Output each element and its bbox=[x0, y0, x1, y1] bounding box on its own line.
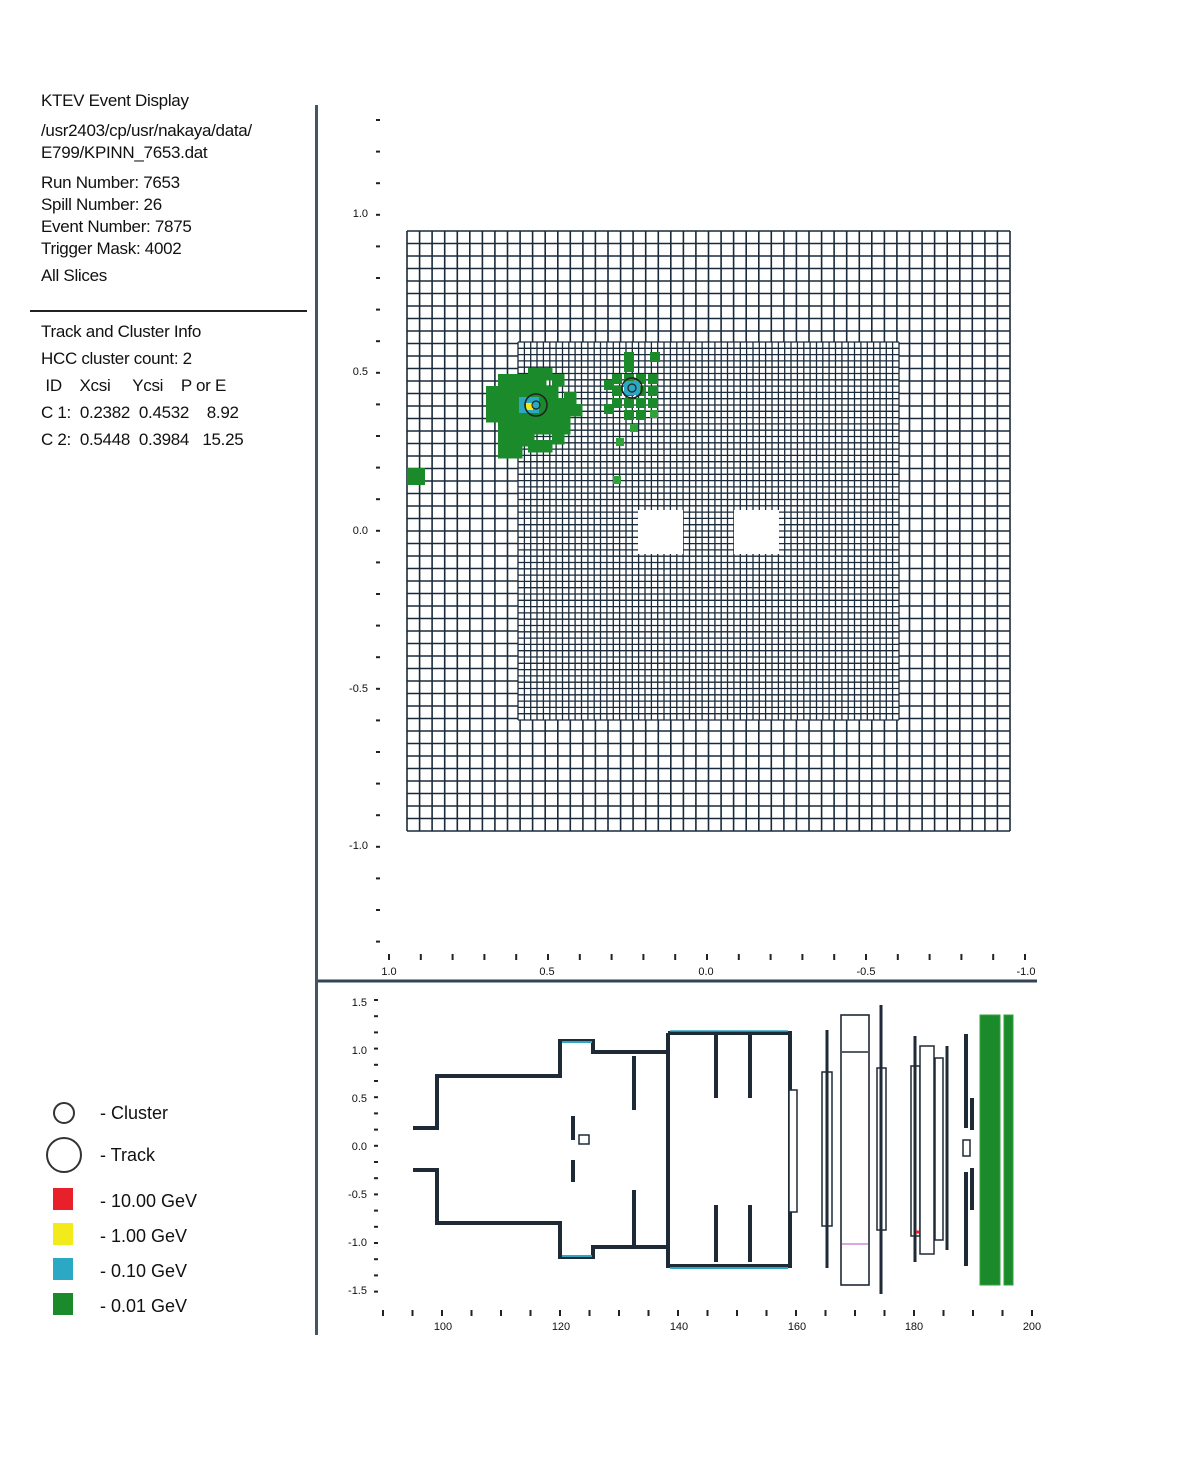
x-tick-label: 180 bbox=[904, 1321, 924, 1333]
small-element bbox=[963, 1140, 970, 1156]
chamber-box bbox=[935, 1058, 943, 1240]
hit-cell bbox=[604, 404, 614, 414]
app-title: KTEV Event Display bbox=[41, 91, 189, 110]
hit-cell bbox=[564, 392, 577, 405]
hit-cell bbox=[648, 386, 658, 396]
hit-cell bbox=[613, 476, 621, 484]
x-tick-label: 140 bbox=[669, 1321, 689, 1333]
trigger-mask: Trigger Mask: 4002 bbox=[41, 239, 182, 258]
legend-track: - Track bbox=[40, 1137, 290, 1167]
x-tick-label: -0.5 bbox=[856, 966, 876, 978]
y-tick-label: 0.0 bbox=[352, 525, 368, 537]
x-tick-label: 1.0 bbox=[381, 966, 397, 978]
hit-cell bbox=[552, 432, 565, 445]
track-info-title: Track and Cluster Info bbox=[41, 322, 202, 341]
hit-cell bbox=[498, 398, 511, 411]
hit-cell bbox=[624, 352, 634, 362]
hit-cell bbox=[486, 410, 499, 423]
x-tick-label: 160 bbox=[787, 1321, 807, 1333]
small-element bbox=[579, 1135, 589, 1144]
hcc-hit-bar bbox=[980, 1015, 1000, 1285]
hit-cell bbox=[552, 374, 565, 387]
hit-cell bbox=[650, 352, 660, 362]
hit-cell bbox=[522, 422, 535, 435]
y-tick-label: 0.0 bbox=[351, 1141, 367, 1153]
hit-cell bbox=[558, 410, 571, 423]
slices-label: All Slices bbox=[41, 266, 107, 285]
y-tick-label: -0.5 bbox=[348, 1189, 367, 1201]
cluster-row-2: C 2: 0.5448 0.3984 15.25 bbox=[41, 430, 244, 449]
y-tick-label: -1.0 bbox=[349, 840, 368, 852]
legend-10gev: - 10.00 GeV bbox=[40, 1183, 290, 1213]
hit-cell-cyan bbox=[624, 381, 640, 395]
y-tick-label: 1.5 bbox=[351, 997, 367, 1009]
hit-cell bbox=[546, 410, 559, 423]
file-path-line1: /usr2403/cp/usr/nakaya/data/ bbox=[41, 121, 252, 140]
x-tick-label: 0.0 bbox=[698, 966, 714, 978]
event-number: Event Number: 7875 bbox=[41, 217, 192, 236]
beam-hole-right bbox=[734, 510, 779, 554]
file-path-line2: E799/KPINN_7653.dat bbox=[41, 143, 208, 162]
chamber-box bbox=[920, 1046, 934, 1254]
calorimeter-grid bbox=[407, 231, 1010, 831]
hit-cell bbox=[636, 398, 646, 408]
x-tick-label: 120 bbox=[551, 1321, 571, 1333]
hit-cell bbox=[486, 386, 499, 399]
hit-cell bbox=[528, 368, 541, 381]
legend-1gev: - 1.00 GeV bbox=[40, 1218, 290, 1248]
legend-cluster: - Cluster bbox=[40, 1095, 290, 1125]
beam-hole-left bbox=[638, 510, 683, 554]
hit-cell bbox=[498, 434, 511, 447]
side-view-detector bbox=[413, 1005, 1013, 1294]
hit-cell bbox=[498, 374, 511, 387]
hit-cell bbox=[546, 398, 559, 411]
hit-cell bbox=[510, 434, 523, 447]
hit-cell bbox=[604, 380, 614, 390]
spill-number: Spill Number: 26 bbox=[41, 195, 162, 214]
hit-cell bbox=[624, 410, 634, 420]
hit-cell bbox=[510, 386, 523, 399]
cluster-count: HCC cluster count: 2 bbox=[41, 349, 192, 368]
hit-cell bbox=[534, 422, 547, 435]
hit-cell bbox=[648, 398, 658, 408]
x-tick-label: 100 bbox=[433, 1321, 453, 1333]
hit-cell bbox=[636, 410, 646, 420]
hit-cell bbox=[498, 386, 511, 399]
hit-cell bbox=[624, 362, 634, 372]
beam-pipe-top bbox=[413, 1041, 668, 1128]
hit-cell bbox=[624, 398, 634, 408]
y-tick-label: 1.0 bbox=[351, 1045, 367, 1057]
x-tick-label: 0.5 bbox=[539, 966, 555, 978]
hcc-hit-bar bbox=[1004, 1015, 1013, 1285]
y-tick-label: 1.0 bbox=[352, 208, 368, 220]
y-tick-label: -1.5 bbox=[348, 1285, 367, 1297]
hit-cell bbox=[510, 422, 523, 435]
y-tick-label: 0.5 bbox=[351, 1093, 367, 1105]
legend-01gev: - 0.10 GeV bbox=[40, 1253, 290, 1283]
hit-cell bbox=[616, 438, 624, 446]
hit-cell bbox=[498, 422, 511, 435]
y-tick-label: 0.5 bbox=[352, 366, 368, 378]
run-number: Run Number: 7653 bbox=[41, 173, 180, 192]
beam-pipe-bottom bbox=[413, 1170, 668, 1257]
hit-cell bbox=[510, 446, 523, 459]
hit-cell bbox=[540, 440, 553, 453]
hit-cell bbox=[407, 468, 425, 485]
hit-cell bbox=[534, 386, 547, 399]
legend-001gev: - 0.01 GeV bbox=[40, 1288, 290, 1318]
hit-cell bbox=[546, 386, 559, 399]
cluster-row-1: C 1: 0.2382 0.4532 8.92 bbox=[41, 403, 239, 422]
hit-cell bbox=[650, 410, 658, 418]
hit-cell bbox=[498, 446, 511, 459]
hit-cell bbox=[570, 404, 583, 417]
x-tick-label: 200 bbox=[1022, 1321, 1042, 1333]
hit-cell bbox=[528, 440, 541, 453]
hit-cell bbox=[630, 424, 638, 432]
hit-cell bbox=[540, 368, 553, 381]
hit-cell bbox=[486, 398, 499, 411]
chamber-box bbox=[789, 1090, 797, 1212]
hit-cell bbox=[648, 374, 658, 384]
hit-cell bbox=[498, 410, 511, 423]
y-tick-label: -0.5 bbox=[349, 683, 368, 695]
x-tick-label: -1.0 bbox=[1016, 966, 1036, 978]
cluster-table-header: ID Xcsi Ycsi P or E bbox=[41, 376, 226, 395]
hit-cell bbox=[510, 374, 523, 387]
y-tick-label: -1.0 bbox=[348, 1237, 367, 1249]
decay-volume bbox=[668, 1033, 790, 1266]
